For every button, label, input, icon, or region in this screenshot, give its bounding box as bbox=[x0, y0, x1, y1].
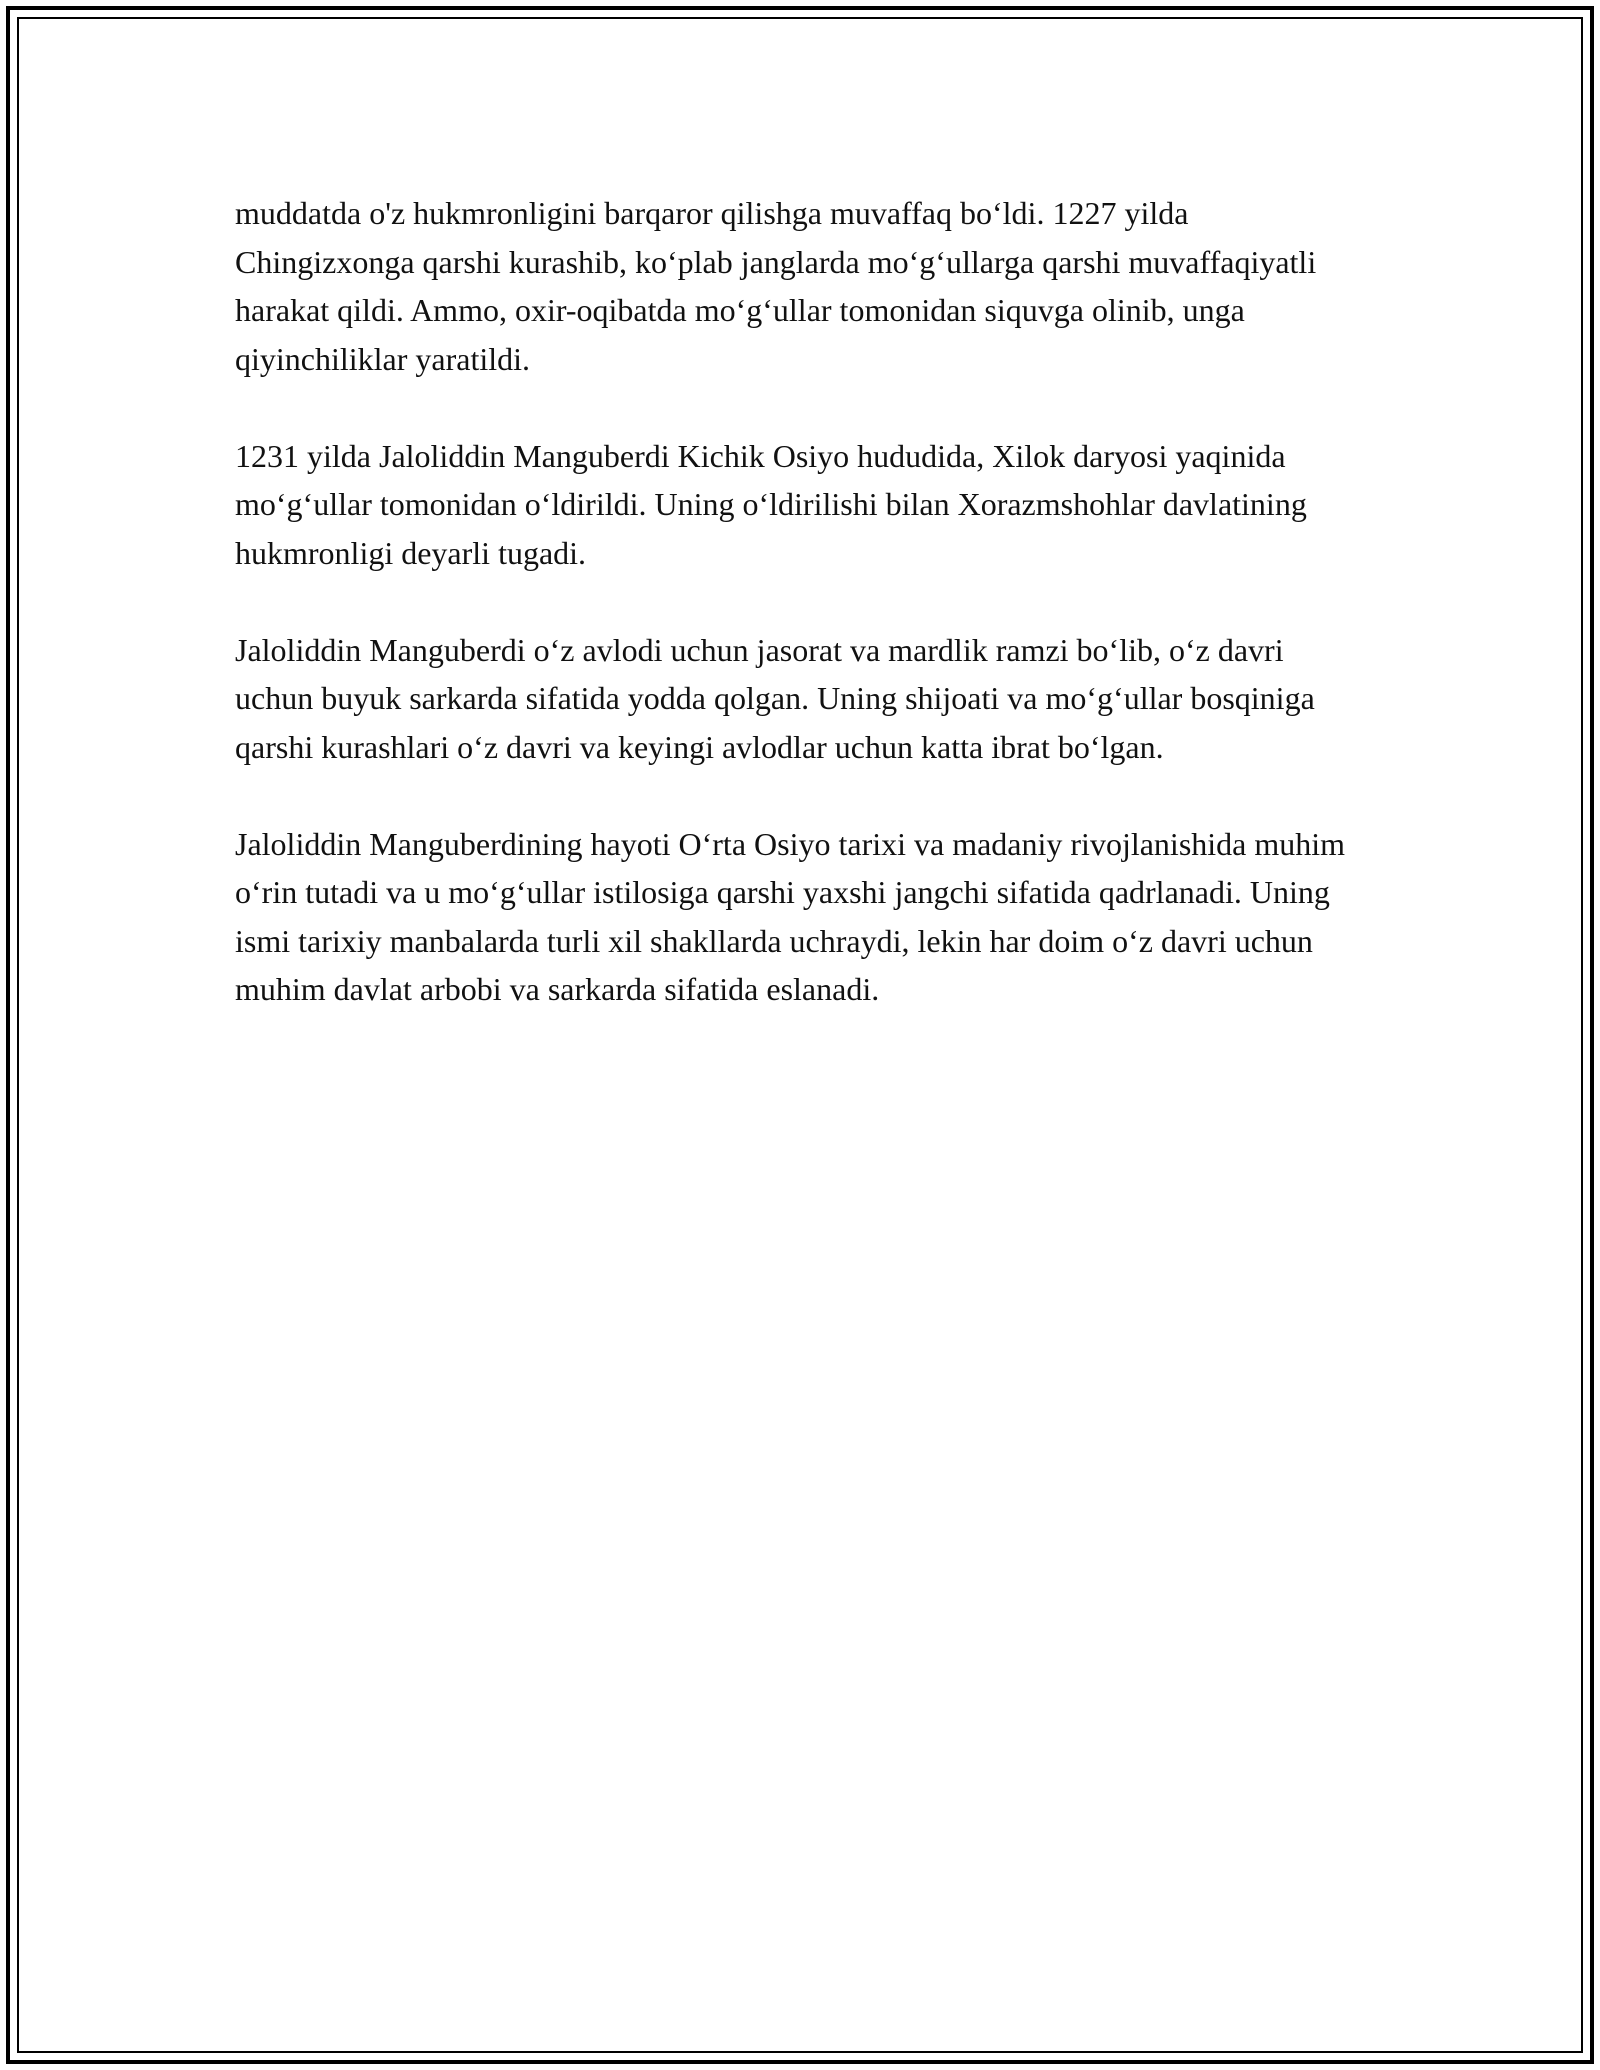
paragraph-1: muddatda o'z hukmronligini barqaror qilishga muvaffaq bo‘ldi. 1227 yilda Chingizxonga qarshi kurashib, ko‘plab janglarda mo‘g‘ullarga qarshi muvaffaqiyatli harakat qildi. Ammo, oxir-oqibatda mo‘g‘ullar tomonidan siquvga olinib, unga qiyinchiliklar yaratildi. bbox=[235, 195, 1317, 377]
paragraph-2: 1231 yilda Jaloliddin Manguberdi Kichik Osiyo hududida, Xilok daryosi yaqinida mo‘g‘ullar tomonidan o‘ldirildi. Uning o‘ldirilishi bilan Xorazmshohlar davlatining hukmronligi deyarli tugadi. bbox=[235, 437, 1307, 571]
document-body bbox=[235, 189, 1365, 1062]
paragraph-4: Jaloliddin Manguberdining hayoti O‘rta Osiyo tarixi va madaniy rivojlanishida muhim o‘rin tutadi va u mo‘g‘ullar istilosiga qarshi yaxshi jangchi sifatida qadrlanadi. Uning ismi tarixiy manbalarda turli xil shakllarda uchraydi, lekin har doim o‘z davri uchun muhim davlat arbobi va sarkarda sifatida eslanadi. bbox=[235, 825, 1346, 1007]
paragraph-3: Jaloliddin Manguberdi o‘z avlodi uchun jasorat va mardlik ramzi bo‘lib, o‘z davri uchun buyuk sarkarda sifatida yodda qolgan. Uning shijoati va mo‘g‘ullar bosqiniga qarshi kurashlari o‘z davri va keyingi avlodlar uchun katta ibrat bo‘lgan. bbox=[235, 631, 1315, 765]
